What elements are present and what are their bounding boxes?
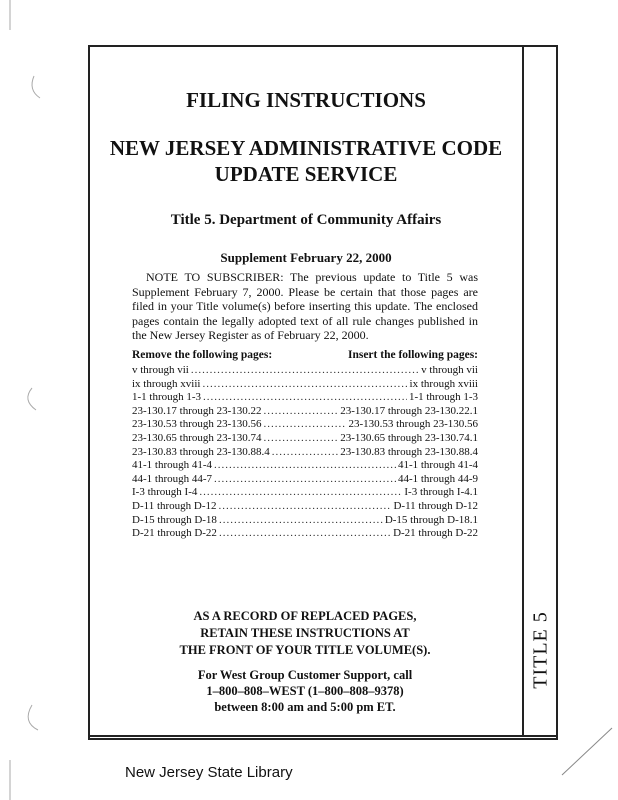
remove-pages: 1-1 through 1-3 <box>132 391 202 404</box>
subscriber-note-text: NOTE TO SUBSCRIBER: The previous update to Title 5 was Supplement February 7, 2000. Please be certain that those pages are filed in your Title volume(s) before inserting this update. The enclosed pages contain the legally adopted text of all rule changes published in the New Jersey Register as of February 22, 2000. <box>132 270 478 342</box>
leader-dots <box>199 486 402 498</box>
remove-pages: ix through xviii <box>132 377 201 390</box>
table-row <box>132 391 478 405</box>
record-line3: THE FRONT OF YOUR TITLE VOLUME(S). <box>179 643 431 657</box>
table-row <box>132 527 478 541</box>
insert-pages: 44-1 through 44-9 <box>397 472 478 485</box>
scan-corner-mark <box>560 720 618 780</box>
code-title <box>92 135 520 187</box>
table-row <box>132 514 478 528</box>
leader-dots <box>272 446 338 458</box>
insert-pages: 1-1 through 1-3 <box>408 391 478 404</box>
record-notice <box>132 608 478 659</box>
remove-header: Remove the following pages: <box>132 349 273 361</box>
table-row <box>132 500 478 514</box>
code-title-line2: UPDATE SERVICE <box>214 162 398 186</box>
page-title: FILING INSTRUCTIONS <box>186 88 426 112</box>
table-row <box>132 459 478 473</box>
leader-dots <box>264 432 339 444</box>
remove-pages: D-21 through D-22 <box>132 527 217 540</box>
leader-dots <box>219 514 383 526</box>
insert-pages: D-21 through D-22 <box>393 527 478 540</box>
scan-margin-marks <box>0 0 60 800</box>
table-row <box>132 432 478 446</box>
support-line3: between 8:00 am and 5:00 pm ET. <box>214 700 396 714</box>
insert-pages: 41-1 through 41-4 <box>397 459 478 472</box>
supplement-date: Supplement February 22, 2000 <box>220 250 392 265</box>
insert-pages: 23-130.65 through 23-130.74.1 <box>340 431 478 444</box>
table-row <box>132 446 478 460</box>
table-row <box>132 378 478 392</box>
remove-pages: 23-130.53 through 23-130.56 <box>132 418 262 431</box>
support-line2: 1–800–808–WEST (1–800–808–9378) <box>206 684 404 698</box>
spine-tab <box>525 595 557 705</box>
remove-pages: 23-130.17 through 23-130.22 <box>132 404 262 417</box>
leader-dots <box>219 527 391 539</box>
insert-pages: ix through xviii <box>409 377 478 390</box>
support-line1: For West Group Customer Support, call <box>197 668 413 682</box>
title-subtitle: Title 5. Department of Community Affairs <box>170 212 442 228</box>
insert-pages: 23-130.53 through 23-130.56 <box>348 418 478 431</box>
table-row <box>132 486 478 500</box>
spine-label: TITLE 5 <box>529 611 552 689</box>
insert-pages: D-15 through D-18.1 <box>384 513 478 526</box>
insert-pages: 23-130.83 through 23-130.88.4 <box>340 445 478 458</box>
table-row <box>132 473 478 487</box>
remove-pages: 23-130.65 through 23-130.74 <box>132 431 262 444</box>
code-title-line1: NEW JERSEY ADMINISTRATIVE CODE <box>109 136 503 160</box>
insert-pages: D-11 through D-12 <box>393 499 478 512</box>
insert-pages: I-3 through I-4.1 <box>404 486 478 499</box>
remove-pages: 23-130.83 through 23-130.88.4 <box>132 445 270 458</box>
record-line2: RETAIN THESE INSTRUCTIONS AT <box>200 626 410 640</box>
library-stamp: New Jersey State Library <box>125 764 293 781</box>
insert-pages: v through vii <box>421 364 478 376</box>
remove-pages: I-3 through I-4 <box>132 486 198 499</box>
subscriber-note <box>132 270 478 343</box>
remove-pages: 41-1 through 41-4 <box>132 459 213 472</box>
leader-dots <box>219 500 392 512</box>
insert-header: Insert the following pages: <box>347 349 478 361</box>
customer-support <box>132 667 478 715</box>
remove-pages: D-15 through D-18 <box>132 513 217 526</box>
leader-dots <box>214 473 396 485</box>
leader-dots <box>191 364 419 376</box>
remove-pages: v through vii <box>132 364 189 376</box>
insert-pages: 23-130.17 through 23-130.22.1 <box>340 404 478 417</box>
table-row <box>132 405 478 419</box>
remove-pages: D-11 through D-12 <box>132 499 217 512</box>
leader-dots <box>203 391 407 403</box>
leader-dots <box>264 418 347 430</box>
spine-divider <box>522 47 524 737</box>
table-row <box>132 364 478 378</box>
leader-dots <box>214 459 396 471</box>
bottom-rule <box>88 735 558 737</box>
pages-table <box>132 364 478 541</box>
table-row <box>132 418 478 432</box>
pages-table-header <box>132 349 478 361</box>
leader-dots <box>264 405 339 417</box>
leader-dots <box>202 378 407 390</box>
remove-pages: 44-1 through 44-7 <box>132 472 213 485</box>
record-line1: AS A RECORD OF REPLACED PAGES, <box>193 609 417 623</box>
